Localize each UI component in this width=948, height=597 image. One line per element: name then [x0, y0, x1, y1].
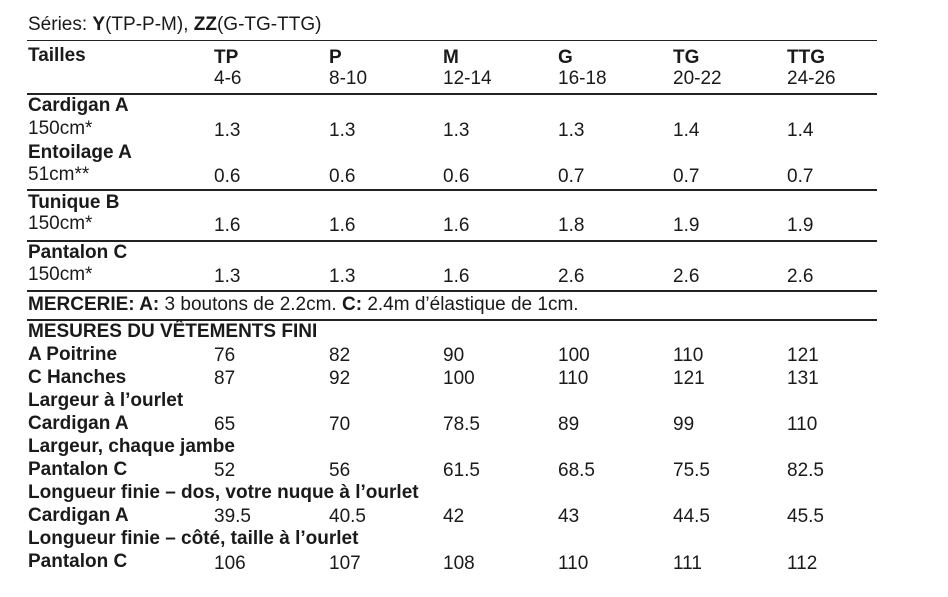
- fabric-yardage: 0.6: [443, 166, 470, 187]
- fabric-yardage: 1.6: [443, 266, 470, 287]
- size-code: G: [558, 47, 573, 68]
- fabric-width: 150cm*: [28, 118, 93, 139]
- fabric-width: 150cm*: [28, 213, 93, 234]
- series-y-sizes: (TP-P-M),: [105, 14, 194, 35]
- measure-label: Pantalon C: [28, 551, 128, 572]
- measure-value: 40.5: [329, 506, 366, 527]
- fabric-yardage: 1.9: [673, 215, 700, 236]
- fabric-width: 51cm**: [28, 164, 90, 185]
- measure-value: 121: [787, 345, 819, 366]
- measure-label: C Hanches: [28, 367, 127, 388]
- divider: [27, 290, 877, 292]
- measure-value: 87: [214, 368, 236, 389]
- measure-value: 110: [787, 414, 818, 435]
- measure-value: 110: [673, 345, 704, 366]
- measure-value: 82.5: [787, 460, 824, 481]
- fabric-name: Entoilage A: [28, 142, 132, 163]
- measure-value: 39.5: [214, 506, 251, 527]
- fabric-yardage: 1.6: [214, 215, 241, 236]
- notions-c-label: C:: [342, 294, 363, 315]
- measure-value: 110: [558, 368, 589, 389]
- size-range: 4-6: [214, 68, 242, 89]
- measure-value: 111: [673, 553, 702, 574]
- series-zz-code: ZZ: [193, 14, 217, 35]
- measure-value: 112: [787, 553, 818, 574]
- size-range: 20-22: [673, 68, 722, 89]
- fabric-yardage: 1.4: [673, 120, 700, 141]
- measure-value: 110: [558, 553, 589, 574]
- fabric-yardage: 1.6: [443, 215, 470, 236]
- fabric-yardage: 2.6: [673, 266, 700, 287]
- fabric-yardage: 1.3: [558, 120, 585, 141]
- measure-label: Cardigan A: [28, 413, 129, 434]
- fabric-yardage: 1.3: [329, 120, 356, 141]
- notions-c-text: 2.4m d’élastique de 1cm.: [362, 294, 579, 315]
- measure-value: 65: [214, 414, 236, 435]
- size-code: P: [329, 47, 342, 68]
- fabric-yardage: 0.7: [673, 166, 700, 187]
- measure-value: 45.5: [787, 506, 824, 527]
- measure-value: 90: [443, 345, 465, 366]
- divider: [27, 240, 877, 242]
- fabric-yardage: 0.7: [558, 166, 585, 187]
- divider: [27, 189, 877, 191]
- measure-value: 100: [558, 345, 590, 366]
- measure-value: 56: [329, 460, 351, 481]
- measure-value: 61.5: [443, 460, 480, 481]
- measure-label: A Poitrine: [28, 344, 118, 365]
- size-code: M: [443, 47, 459, 68]
- series-line: [28, 15, 321, 35]
- fabric-name: Cardigan A: [28, 95, 129, 116]
- size-code: TTG: [787, 47, 825, 68]
- fabric-yardage: 1.3: [443, 120, 470, 141]
- measure-value: 131: [787, 368, 819, 389]
- fabric-yardage: 1.3: [214, 266, 241, 287]
- measure-heading: Longueur finie – dos, votre nuque à l’ourlet: [28, 482, 419, 503]
- size-range: 12-14: [443, 68, 492, 89]
- fabric-yardage: 2.6: [558, 266, 585, 287]
- notions-label: MERCERIE:: [28, 294, 140, 315]
- measure-label: Pantalon C: [28, 459, 128, 480]
- size-range: 24-26: [787, 68, 836, 89]
- notions-a-text: 3 boutons de 2.2cm.: [159, 294, 342, 315]
- measure-value: 107: [329, 553, 361, 574]
- fabric-yardage: 1.3: [329, 266, 356, 287]
- divider: [27, 40, 877, 41]
- sizes-label: Tailles: [28, 45, 86, 66]
- fabric-yardage: 0.6: [214, 166, 241, 187]
- fabric-yardage: 2.6: [787, 266, 814, 287]
- measure-heading: Longueur finie – côté, taille à l’ourlet: [28, 528, 359, 549]
- measure-value: 75.5: [673, 460, 710, 481]
- measure-value: 68.5: [558, 460, 595, 481]
- series-zz-sizes: (G-TG-TTG): [216, 14, 322, 35]
- measure-value: 42: [443, 506, 465, 527]
- fabric-yardage: 1.3: [214, 120, 241, 141]
- measure-value: 78.5: [443, 414, 480, 435]
- measure-value: 92: [329, 368, 351, 389]
- fabric-yardage: 1.9: [787, 215, 814, 236]
- measure-label: Cardigan A: [28, 505, 129, 526]
- size-range: 8-10: [329, 68, 368, 89]
- measures-title: MESURES DU VÊTEMENTS FINI: [28, 321, 318, 342]
- measure-value: 70: [329, 414, 351, 435]
- measure-value: 121: [673, 368, 705, 389]
- fabric-name: Tunique B: [28, 192, 120, 213]
- measure-value: 82: [329, 345, 351, 366]
- size-code: TG: [673, 47, 700, 68]
- fabric-yardage: 0.6: [329, 166, 356, 187]
- measure-value: 89: [558, 414, 580, 435]
- fabric-yardage: 1.4: [787, 120, 814, 141]
- fabric-yardage: 1.6: [329, 215, 356, 236]
- measure-value: 106: [214, 553, 246, 574]
- notions-a-label: A:: [139, 294, 160, 315]
- measure-value: 76: [214, 345, 236, 366]
- measure-value: 52: [214, 460, 236, 481]
- fabric-yardage: 0.7: [787, 166, 814, 187]
- series-label: Séries:: [28, 14, 93, 35]
- measure-value: 43: [558, 506, 580, 527]
- measure-value: 99: [673, 414, 695, 435]
- measure-value: 108: [443, 553, 475, 574]
- divider: [27, 93, 877, 95]
- size-range: 16-18: [558, 68, 607, 89]
- fabric-name: Pantalon C: [28, 242, 128, 263]
- fabric-yardage: 1.8: [558, 215, 585, 236]
- measure-value: 100: [443, 368, 475, 389]
- measure-heading: Largeur à l’ourlet: [28, 390, 184, 411]
- fabric-width: 150cm*: [28, 264, 93, 285]
- series-y-code: Y: [92, 14, 106, 35]
- measure-value: 44.5: [673, 506, 710, 527]
- notions-line: [28, 295, 579, 315]
- size-code: TP: [214, 47, 239, 68]
- measure-heading: Largeur, chaque jambe: [28, 436, 235, 457]
